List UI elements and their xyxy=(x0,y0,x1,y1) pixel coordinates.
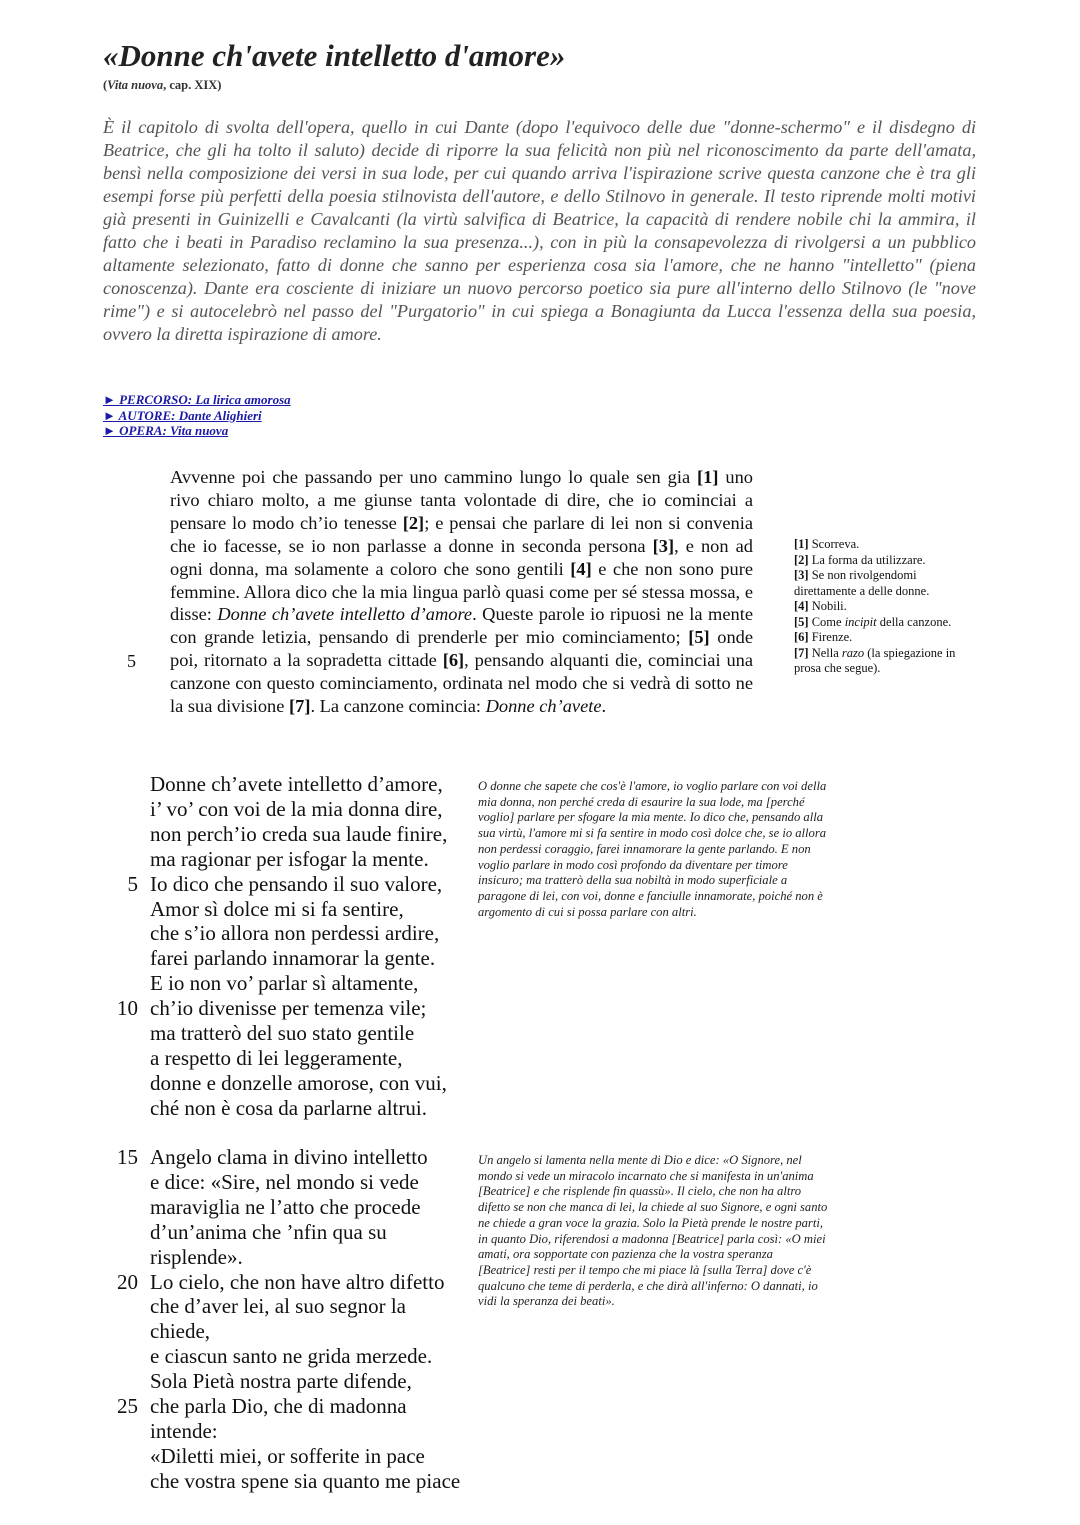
verse-text: ma ragionar per isfogar la mente. xyxy=(150,846,429,871)
poem-stanza-2 xyxy=(114,1145,460,1494)
footnote-ref: [7] xyxy=(289,696,311,717)
footnote-ref: [4] xyxy=(794,599,809,613)
prose-line-number: 5 xyxy=(127,651,136,671)
verse-text: non perch’io creda sua laude finire, xyxy=(150,821,448,846)
intro-paragraph: È il capitolo di svolta dell'opera, quello in cui Dante (dopo l'equivoco delle due "donne-schermo" e il disdegno di Beatrice, che gli ha tolto il saluto) decide di riporre la sua felicità non più nel riconoscimento da parte dell'amata, bensì nella composizione dei versi in sua lode, per cui quando arriva l'ispirazione scrive questa canzone che è tra gli esempi forse più perfetti della poesia stilnovista dell'autore, e dello Stilnovo in generale. Il testo riprende molti motivi già presenti in Guinizelli e Cavalcanti (la virtù salvifica di Beatrice, la capacità di rendere nobile chi la ammira, il fatto che i beati in Paradiso reclamino la sua presenza...), con in più la consapevolezza di rivolgersi a un pubblico altamente selezionato, fatto di donne che sanno per esperienza cosa sia l'amore, che ne hanno "intelletto" (piena conoscenza). Dante era cosciente di iniziare un nuovo percorso poetico sia pure all'interno dello Stilnovo (le "nove rime") e si autocelebrò nel passo del "Purgatorio" in cui spiega a Bonagiunta da Lucca l'essenza della sua poesia, ovvero la diretta ispirazione di amore. xyxy=(103,117,976,344)
translation-stanza-2: Un angelo si lamenta nella mente di Dio e dice: «O Signore, nel mondo si vede un miracolo incarnato che si manifesta in un'anima [Beatrice] e che risplende fin quassù». Il cielo, che non ha altro difetto se non che manca di lei, la chiede al suo Signore, e ogni santo ne chiede a gran voce la grazia. Solo la Pietà prende le nostre parti, in quanto Dio, riferendosi a madonna [Beatrice] parla così: «O miei amati, ora sopportate con pazienza che la vostra speranza [Beatrice] resti per il tempo che mi piace là [sulla Terra] dove c'è qualcuno che teme di perderla, e che dirà all'inferno: O dannati, io vidi la speranza dei beati». xyxy=(478,1153,828,1309)
footnote-text: Nella xyxy=(808,645,842,660)
footnote-text: Se non rivolgendomi direttamente a delle donne. xyxy=(794,568,930,598)
prose-text: onde poi, ritornato a la sopradetta cittade xyxy=(170,627,753,671)
poem-stanza-1 xyxy=(114,772,447,1121)
poem-line xyxy=(114,1344,460,1369)
verse-text: donne e donzelle amorose, con vui, xyxy=(150,1070,447,1095)
footnote-text: (la spiegazione in prosa che segue). xyxy=(794,645,956,675)
link-percorso[interactable]: ► PERCORSO: La lirica amorosa xyxy=(103,392,291,407)
chapter: , cap. XIX) xyxy=(163,78,222,92)
poem-line xyxy=(114,1145,460,1170)
footnote-text: incipit xyxy=(844,614,877,629)
prose-text: , e non ad ogni donna, ma solamente a coloro che sono gentili xyxy=(170,535,753,579)
footnote-text: Nobili. xyxy=(808,599,847,613)
poem-line xyxy=(114,1096,447,1121)
poem-line xyxy=(114,1419,460,1444)
poem-line xyxy=(114,1170,460,1195)
verse-text: Io dico che pensando il suo valore, xyxy=(150,871,443,896)
verse-text: che s’io allora non perdessi ardire, xyxy=(150,921,440,946)
footnote-ref: [7] xyxy=(794,645,809,660)
footnote-text: Scorreva. xyxy=(808,537,860,551)
poem-line xyxy=(114,1220,460,1245)
footnote-ref: [1] xyxy=(697,467,719,487)
verse-text: chiede, xyxy=(150,1319,211,1344)
poem-line xyxy=(114,1195,460,1220)
verse-text: risplende». xyxy=(150,1244,243,1269)
link-autore[interactable]: ► AUTORE: Dante Alighieri xyxy=(103,407,262,423)
footnote xyxy=(794,615,979,631)
verse-text: intende: xyxy=(150,1418,218,1443)
verse-text: Sola Pietà nostra parte difende, xyxy=(150,1369,412,1394)
work-title: Vita nuova xyxy=(107,78,164,92)
poem-line xyxy=(114,1394,460,1419)
paren: ( xyxy=(103,78,108,92)
verse-text: e dice: «Sire, nel mondo si vede xyxy=(150,1169,419,1194)
verse-text: Amor sì dolce mi si fa sentire, xyxy=(150,896,404,921)
footnote-text: Come xyxy=(808,614,845,629)
prose-text: . La canzone comincia: xyxy=(310,696,486,717)
poem-line xyxy=(114,921,447,946)
verse-text: i’ vo’ con voi de la mia donna dire, xyxy=(150,796,443,821)
poem-line xyxy=(114,1046,447,1071)
footnote-ref: [2] xyxy=(794,552,809,567)
footnote xyxy=(794,646,979,677)
poem-line xyxy=(114,822,447,847)
verse-text: ch’io divenisse per temenza vile; xyxy=(150,996,427,1021)
prose-text: e che non sono pure femmine. Allora dico che la mia lingua parlò quasi come per sé stessa mossa, e disse: xyxy=(170,558,753,625)
prose-text: , pensando alquanti die, cominciai una canzone con questo cominciamento, ordinata nel modo che si vedrà di sotto ne la sua divisione xyxy=(170,650,753,717)
prose-text: Avvenne poi che passando per uno cammino lungo lo quale sen gia xyxy=(170,467,698,487)
poem-line xyxy=(114,772,447,797)
page-subtitle xyxy=(103,78,221,93)
footnote xyxy=(794,553,979,569)
poem-line xyxy=(114,971,447,996)
poem-line xyxy=(114,1294,460,1319)
line-number: 5 xyxy=(127,871,138,896)
verse-text: d’un’anima che ’nfin qua su xyxy=(150,1219,387,1244)
verse-text: e ciascun santo ne grida merzede. xyxy=(150,1344,433,1369)
poem-line xyxy=(114,797,447,822)
page-title: «Donne ch'avete intelletto d'amore» xyxy=(103,38,566,73)
poem-line xyxy=(114,1444,460,1469)
poem-line xyxy=(114,1469,460,1494)
footnote-ref: [3] xyxy=(652,535,675,556)
footnote-ref: [4] xyxy=(570,558,592,579)
prose-text: . Queste parole io ripuosi ne la mente con grande letizia, pensando di prenderle per mio cominciamento; xyxy=(170,604,753,648)
prose-text: ; e pensai che parlare di lei non si convenia che io facesse, se io non parlasse a donne in seconda persona xyxy=(170,512,753,556)
prose-paragraph xyxy=(170,466,753,718)
footnote-text: razo xyxy=(841,645,865,660)
footnote-text: Firenze. xyxy=(808,630,853,644)
verse-text: che parla Dio, che di madonna xyxy=(150,1394,407,1419)
poem-line xyxy=(114,946,447,971)
footnote-ref: [1] xyxy=(794,537,809,551)
verse-text: ma tratterò del suo stato gentile xyxy=(150,1021,415,1046)
link-opera[interactable]: ► OPERA: Vita nuova xyxy=(103,423,229,438)
poem-line xyxy=(114,1319,460,1344)
poem-line xyxy=(114,847,447,872)
line-number: 10 xyxy=(117,996,138,1021)
poem-line xyxy=(114,1270,460,1295)
verse-text: a respetto di lei leggeramente, xyxy=(150,1045,403,1070)
footnote xyxy=(794,568,979,599)
verse-text: Donne ch’avete intelletto d’amore, xyxy=(150,772,443,796)
verse-text: Angelo clama in divino intelletto xyxy=(150,1145,428,1169)
prose-text: Donne ch’avete intelletto d’amore xyxy=(217,604,473,625)
footnote-ref: [2] xyxy=(402,512,425,533)
verse-text: Lo cielo, che non have altro difetto xyxy=(150,1269,445,1294)
verse-text: maraviglia ne l’atto che procede xyxy=(150,1194,421,1219)
prose-text: . xyxy=(601,696,607,717)
footnote-ref: [5] xyxy=(794,614,809,629)
verse-text: che d’aver lei, al suo segnor la xyxy=(150,1294,406,1319)
poem-line xyxy=(114,1369,460,1394)
verse-text: E io non vo’ parlar sì altamente, xyxy=(150,971,419,996)
prose-text: Donne ch’avete xyxy=(485,696,602,717)
footnote-ref: [6] xyxy=(794,630,809,644)
related-links xyxy=(103,392,291,439)
footnote-ref: [3] xyxy=(794,568,809,582)
prose-text: uno rivo chiaro molto, a me giunse tanta volontade di dire, che io cominciai a pensare lo modo ch’io tenesse xyxy=(170,467,753,533)
poem-line xyxy=(114,1021,447,1046)
line-number: 25 xyxy=(117,1394,138,1419)
verse-text: farei parlando innamorar la gente. xyxy=(150,946,436,971)
poem-line xyxy=(114,897,447,922)
footnotes xyxy=(794,537,979,677)
footnote-text: della canzone. xyxy=(876,614,952,629)
poem-line xyxy=(114,872,447,897)
verse-text: che vostra spene sia quanto me piace xyxy=(150,1468,461,1493)
footnote-ref: [6] xyxy=(442,650,465,671)
verse-text: «Diletti miei, or sofferite in pace xyxy=(150,1443,425,1468)
footnote xyxy=(794,630,979,646)
poem-line xyxy=(114,1245,460,1270)
footnote-text: La forma da utilizzare. xyxy=(808,552,926,567)
footnote-ref: [5] xyxy=(688,627,710,648)
line-number: 15 xyxy=(117,1145,138,1169)
footnote xyxy=(794,537,979,553)
translation-stanza-1: O donne che sapete che cos'è l'amore, io voglio parlare con voi della mia donna, non perché creda di esaurire la sua lode, ma [perché voglio] parlare per sfogare la mia mente. Io dico che, pensando alla sua virtù, l'amore mi si fa sentire in modo così dolce che, se io allora non perdessi coraggio, farei innamorare la gente parlando. E non voglio parlare in modo così profondo da diventare per timore insicuro; ma tratterò della sua nobiltà in modo superficiale a paragone di lei, con voi, donne e fanciulle innamorate, poiché non è argomento di cui si possa parlare con altri. xyxy=(478,779,827,919)
footnote xyxy=(794,599,979,615)
line-number: 20 xyxy=(117,1269,138,1294)
verse-text: ché non è cosa da parlarne altrui. xyxy=(150,1095,427,1120)
poem-line xyxy=(114,996,447,1021)
poem-line xyxy=(114,1071,447,1096)
